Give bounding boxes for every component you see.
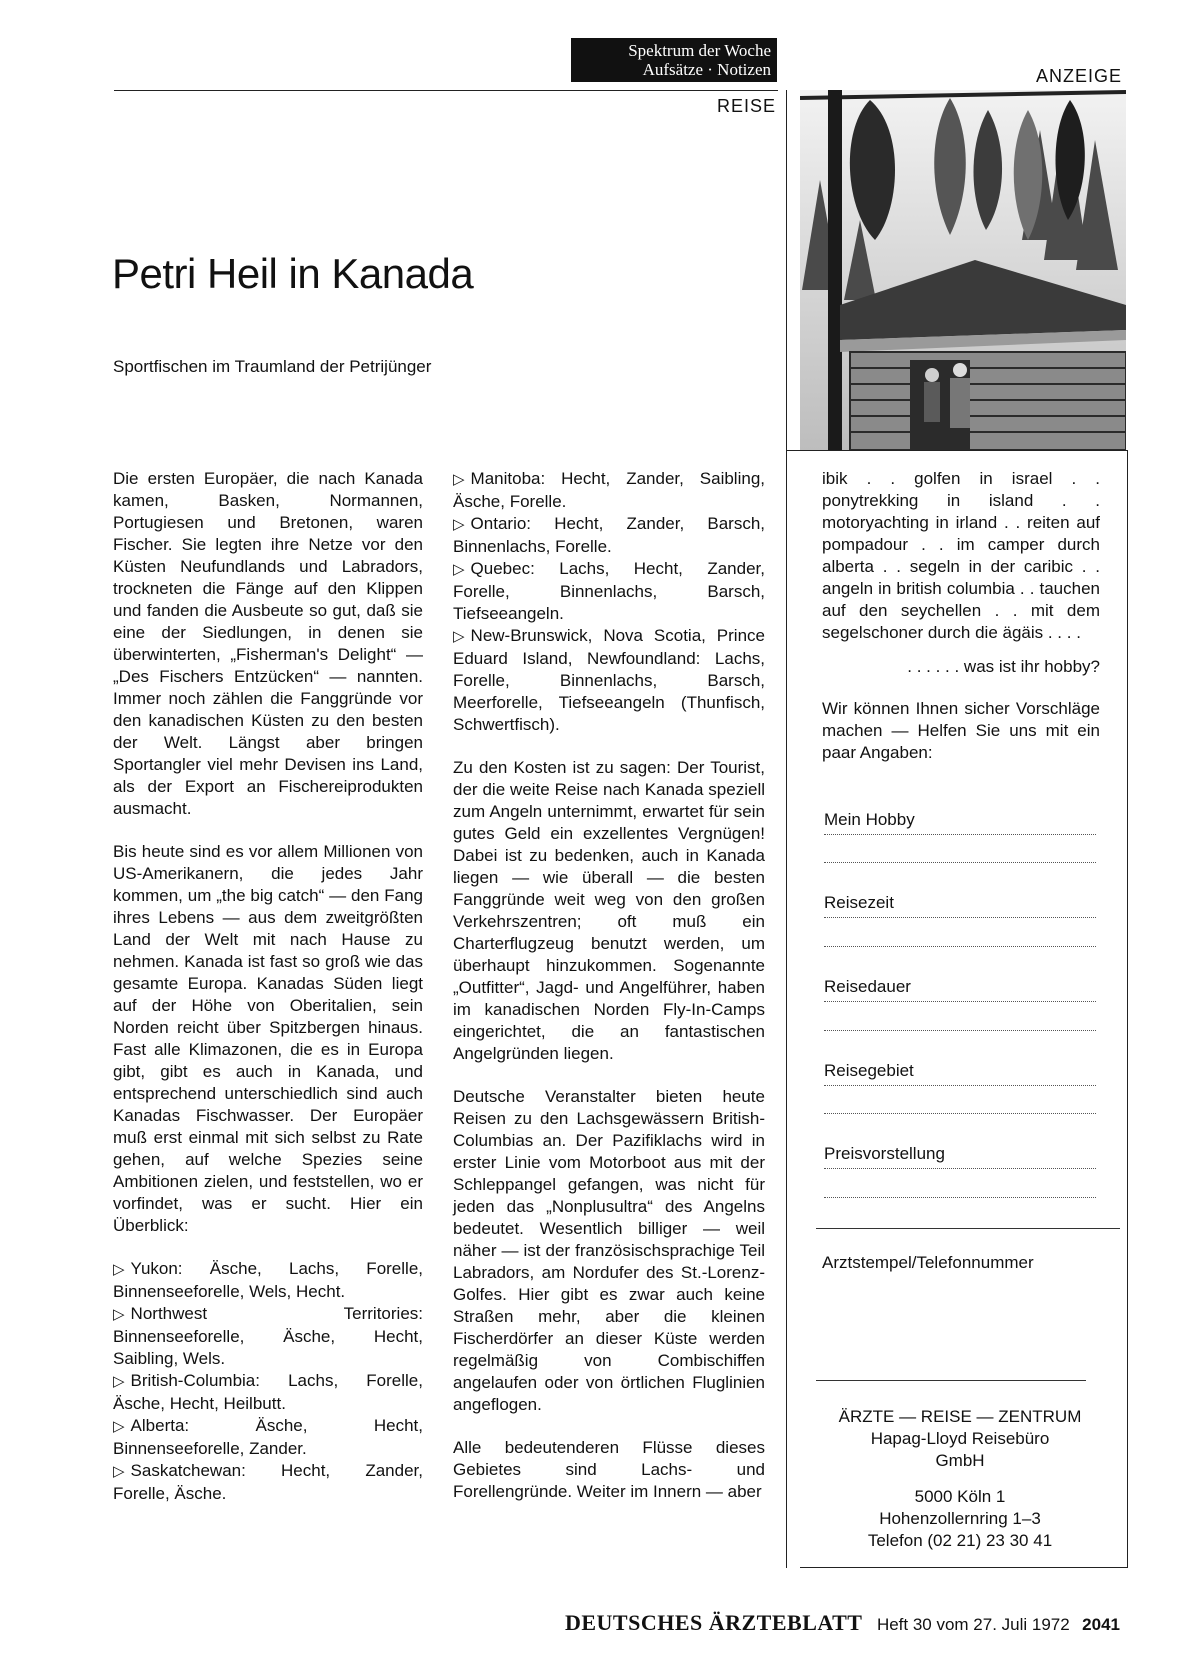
footer-issue: Heft 30 vom 27. Juli 1972 bbox=[876, 1615, 1070, 1634]
triangle-bullet-icon: ▷ bbox=[453, 628, 465, 645]
list-item: ▷ Quebec: Lachs, Hecht, Zander, Forelle, Binnenlachs, Barsch, Tiefseeangeln. bbox=[453, 559, 765, 623]
article-column-1 bbox=[113, 468, 423, 1505]
footer-journal-name: DEUTSCHES ÄRZTEBLATT bbox=[564, 1610, 863, 1635]
field-label-hobby: Mein Hobby bbox=[824, 810, 915, 829]
list-item: ▷ Ontario: Hecht, Zander, Barsch, Binnenlachs, Forelle. bbox=[453, 514, 765, 556]
field-label-price: Preisvorstellung bbox=[824, 1144, 945, 1163]
triangle-bullet-icon: ▷ bbox=[113, 1418, 125, 1435]
stamp-label: Arztstempel/Telefonnummer bbox=[822, 1253, 1034, 1272]
address-rule bbox=[816, 1380, 1086, 1381]
field-line-travel-duration[interactable] bbox=[824, 1001, 1096, 1002]
field-label-travel-duration: Reisedauer bbox=[824, 977, 911, 996]
triangle-bullet-icon: ▷ bbox=[453, 516, 465, 533]
ad-teaser: ibik . . golfen in israel . . ponytrekking in island . . motoryachting in irland . . reiten auf pompadour . . im camper durch alberta . . segeln in der caribic . . angeln in british columbia . . tauchen auf den seychellen . . mit dem segelschoner durch die ägäis . . . . bbox=[822, 469, 1100, 642]
advertiser-address bbox=[810, 1406, 1110, 1552]
address-line: Hapag-Lloyd Reisebüro bbox=[870, 1429, 1050, 1448]
section-label-line1: Spektrum der Woche bbox=[628, 41, 771, 60]
field-line-price[interactable] bbox=[824, 1168, 1096, 1169]
field-line-hobby[interactable] bbox=[824, 834, 1096, 835]
list-item: ▷ Manitoba: Hecht, Zander, Saibling, Äsche, Forelle. bbox=[453, 469, 765, 511]
ad-box-bottom-border bbox=[800, 1567, 1128, 1568]
address-line: GmbH bbox=[935, 1451, 985, 1470]
triangle-bullet-icon: ▷ bbox=[453, 471, 465, 488]
field-label-travel-time: Reisezeit bbox=[824, 893, 894, 912]
article-title: Petri Heil in Kanada bbox=[112, 250, 474, 297]
column-divider bbox=[786, 90, 787, 1568]
list-item: ▷ Saskatchewan: Hecht, Zander, Forelle, Äsche. bbox=[113, 1461, 423, 1503]
ad-box-right-border bbox=[1127, 450, 1128, 1568]
ad-box-top-border bbox=[787, 450, 1127, 451]
field-line-travel-time[interactable] bbox=[824, 917, 1096, 918]
list-item: ▷ Northwest Territories: Binnenseeforelle, Äsche, Hecht, Saibling, Wels. bbox=[113, 1304, 423, 1368]
field-line-travel-region-2[interactable] bbox=[824, 1113, 1096, 1114]
address-line: 5000 Köln 1 bbox=[914, 1487, 1006, 1506]
list-item: ▷ Yukon: Äsche, Lachs, Forelle, Binnenseeforelle, Wels, Hecht. bbox=[113, 1259, 423, 1301]
article-paragraph: Deutsche Veranstalter bieten heute Reisen zu den Lachsgewässern British-Columbias an. Der Pazifiklachs wird in erster Linie vom Motorboot aus mit der Schleppangel gefangen, was nicht für jeden das „Nonplusultra“ des Angelns bedeutet. Wesentlich billiger — weil näher — ist der französischsprachige Teil Labradors, am Nordufer des St.-Lorenz-Golfes. Hier gibt es zwar auch keine Straßen mehr, aber die kleinen Fischerdörfer an dieser Küste werden regelmäßig von Combischiffen angelaufen oder von örtlichen Fluglinien angeflogen. bbox=[453, 1087, 765, 1414]
ad-label: ANZEIGE bbox=[1035, 66, 1122, 86]
field-line-travel-duration-2[interactable] bbox=[824, 1030, 1096, 1031]
triangle-bullet-icon: ▷ bbox=[113, 1373, 125, 1390]
ad-intro: Wir können Ihnen sicher Vorschläge machen — Helfen Sie uns mit ein paar Angaben: bbox=[822, 699, 1100, 762]
list-item: ▷ New-Brunswick, Nova Scotia, Prince Eduard Island, Newfoundland: Lachs, Forelle, Binnenlachs, Barsch, Meerforelle, Tiefseeangeln (Thunfisch, Schwertfisch). bbox=[453, 626, 765, 734]
stamp-rule bbox=[816, 1228, 1120, 1229]
triangle-bullet-icon: ▷ bbox=[113, 1261, 125, 1278]
article-paragraph: Zu den Kosten ist zu sagen: Der Tourist, der die weite Reise nach Kanada speziell zum Angeln unternimmt, erwartet für sein gutes Geld ein exzellentes Vergnügen! Dabei ist zu bedenken, auch in Kanada liegen — wie überall — die besten Fanggründe weit weg von den großen Verkehrszentren; oft muß ein Charterflugzeug benutzt werden, um überhaupt hinzukommen. Sogenannte „Outfitter“, Jagd- und Angelführer, haben im kanadischen Norden Fly-In-Camps eingerichtet, die an fantastischen Angelgründen liegen. bbox=[453, 758, 765, 1063]
triangle-bullet-icon: ▷ bbox=[453, 561, 465, 578]
ad-photo-illustration bbox=[800, 90, 1126, 450]
ad-question: . . . . . . was ist ihr hobby? bbox=[907, 657, 1100, 676]
field-label-travel-region: Reisegebiet bbox=[824, 1061, 914, 1080]
ad-text bbox=[822, 468, 1100, 764]
article-paragraph: Alle bedeutenderen Flüsse dieses Gebietes sind Lachs- und Forellengründe. Weiter im Innern — aber bbox=[453, 1438, 765, 1501]
list-item: ▷ Alberta: Äsche, Hecht, Binnenseeforelle, Zander. bbox=[113, 1416, 423, 1458]
article-subtitle: Sportfischen im Traumland der Petrijünger bbox=[113, 357, 432, 376]
article-paragraph: Bis heute sind es vor allem Millionen von US-Amerikanern, die jedes Jahr kommen, um „the big catch“ — den Fang ihres Lebens — aus dem zweitgrößten Land der Welt mit nach Hause zu nehmen. Kanada ist fast so groß wie das gesamte Europa. Kanadas Süden liegt auf der Höhe von Oberitalien, sein Norden reicht über Spitzbergen hinaus. Fast alle Klimazonen, die es in Europa gibt, gibt es auch in Kanada, und entsprechend unterschiedlich sind auch Kanadas Fischwasser. Der Europäer muß erst einmal mit sich selbst zu Rate gehen, auf welche Spezies seine Ambitionen zielen, und feststellen, wo er vorfindet, was er sucht. Hier ein Überblick: bbox=[113, 842, 423, 1235]
category-label: REISE bbox=[716, 96, 776, 116]
page-footer bbox=[500, 1610, 1120, 1636]
section-label-line2: Aufsätze · Notizen bbox=[642, 60, 771, 79]
list-item: ▷ British-Columbia: Lachs, Forelle, Äsche, Hecht, Heilbutt. bbox=[113, 1371, 423, 1413]
article-paragraph: Die ersten Europäer, die nach Kanada kamen, Basken, Normannen, Portugiesen und Bretonen, waren Fischer. Sie legten ihre Netze vor den Küsten Neufundlands und Labradors, trockneten die Fänge auf den Klippen und fanden die Ausbeute so gut, daß sie eine der Siedlungen, in denen sie überwinterten, „Fisherman's Delight“ — „Des Fischers Entzücken“ — nannten. Immer noch zählen die Fanggründe vor den kanadischen Küsten zu den besten der Welt. Längst aber bringen Sportangler viel mehr Devisen ins Land, als der Export an Fischereiprodukten ausmacht. bbox=[113, 469, 423, 818]
triangle-bullet-icon: ▷ bbox=[113, 1306, 125, 1323]
address-line: Telefon (02 21) 23 30 41 bbox=[867, 1531, 1053, 1550]
field-line-hobby-2[interactable] bbox=[824, 862, 1096, 863]
article-column-2 bbox=[453, 468, 765, 1524]
address-line: Hohenzollernring 1–3 bbox=[879, 1509, 1041, 1528]
section-label-box bbox=[571, 38, 777, 82]
triangle-bullet-icon: ▷ bbox=[113, 1463, 125, 1480]
footer-page-number: 2041 bbox=[1082, 1615, 1120, 1634]
field-line-travel-region[interactable] bbox=[824, 1085, 1096, 1086]
address-line: ÄRZTE — REISE — ZENTRUM bbox=[838, 1407, 1082, 1426]
ad-photo-cabin-with-fish bbox=[800, 90, 1126, 450]
field-line-price-2[interactable] bbox=[824, 1197, 1096, 1198]
header-rule bbox=[114, 90, 778, 91]
field-line-travel-time-2[interactable] bbox=[824, 946, 1096, 947]
